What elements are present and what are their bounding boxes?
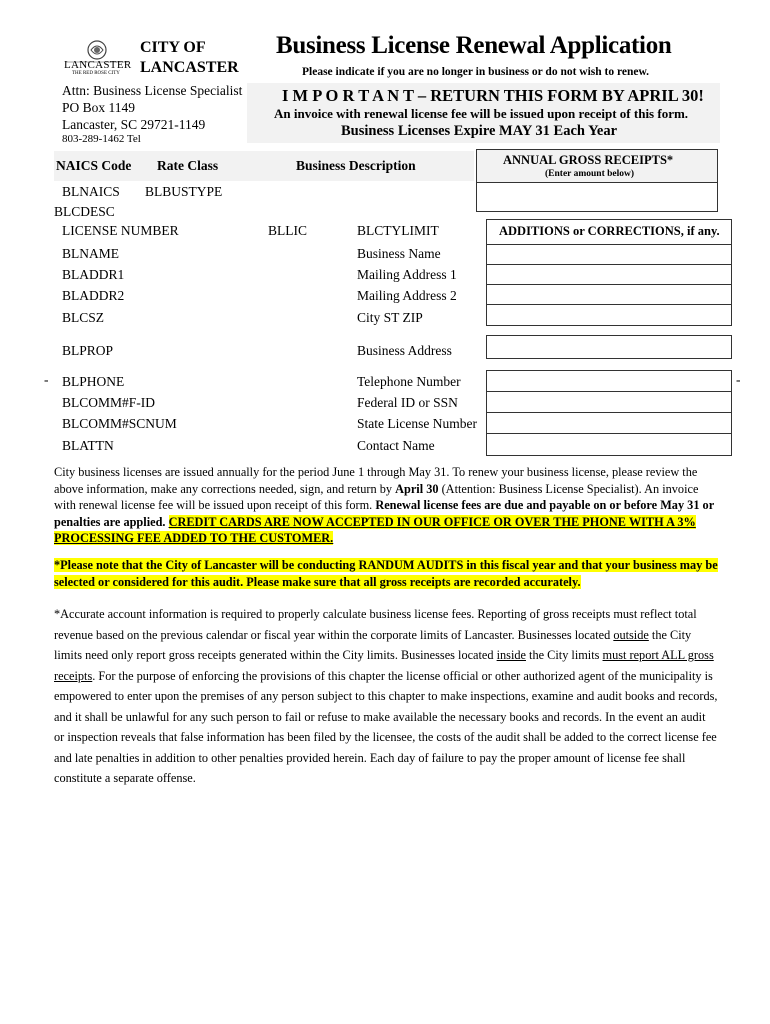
april-30-date: April 30: [395, 481, 439, 496]
city-logo: [58, 38, 136, 82]
contact-name-label: Contact Name: [357, 438, 435, 453]
tel-line: 803-289-1462 Tel: [62, 133, 141, 145]
important-notice: I M P O R T A N T – RETURN THIS FORM BY APRIL 30!: [282, 86, 704, 105]
left-margin-mark: -: [44, 372, 49, 387]
must-report-emphasis: must report ALL gross receipts: [54, 648, 714, 683]
right-margin-mark: -: [736, 372, 741, 387]
blcsz-field: BLCSZ: [62, 310, 105, 325]
city-state-line: Lancaster, SC 29721-1149: [62, 117, 206, 132]
mailing-address-1-label: Mailing Address 1: [357, 267, 457, 282]
fees-due-notice: Renewal license fees are due and payable on or before May 31 or penalties are applied.: [54, 498, 714, 529]
accuracy-text-c: the City limits: [525, 648, 603, 662]
accuracy-text-b: the City limits need only report gross receipts generated within the City limits. Businesses located: [54, 627, 692, 662]
attn-line: Attn: Business License Specialist: [62, 83, 243, 98]
state-license-label: State License Number: [357, 416, 477, 431]
renewal-text-b: (Attention: Business License Specialist). An invoice with renewal license fee will be issued upon receipt of this form.: [54, 481, 699, 512]
audit-notice: [54, 557, 718, 590]
naics-header: NAICS Code: [56, 158, 132, 173]
blcomm-fid-field: BLCOMM#F-ID: [62, 395, 156, 410]
business-address-input[interactable]: [486, 335, 732, 359]
bladdr1-field: BLADDR1: [62, 267, 125, 282]
blcomm-scnum-field: BLCOMM#SCNUM: [62, 416, 177, 431]
logo-text: LANCASTER: [64, 59, 132, 71]
additions-header: ADDITIONS or CORRECTIONS, if any.: [499, 224, 720, 238]
mailing-address-2-label: Mailing Address 2: [357, 288, 457, 303]
license-number-label: LICENSE NUMBER: [62, 223, 179, 238]
city-name-line1: CITY OF: [140, 39, 206, 56]
additions-line-3: [487, 284, 731, 285]
blctylimit-field: BLCTYLIMIT: [357, 223, 439, 238]
accuracy-text-d: . For the purpose of enforcing the provisions of this chapter the license official or other authorized agent of the municipality is empowered to enter upon the premises of any person subject to this chapter to make inspections, examine and audit books and records, and it shall be unlawful for any such person to fail or refuse to make available the necessary books and records. In the event an audit or inspection reveals that false information has been filed by the licensee, the costs of the audit shall be added to the correct license fee and late penalties in addition to other penalties provided herein. Each day of failure to pay the proper amount of license fee shall constitute a separate offense.: [54, 668, 718, 785]
bllic-field: BLLIC: [268, 223, 307, 238]
outside-emphasis: outside: [613, 627, 649, 642]
renewal-instructions: [54, 464, 718, 547]
additions-line-4: [487, 304, 731, 305]
bladdr2-field: BLADDR2: [62, 288, 125, 303]
logo-tagline: THE RED ROSE CITY: [72, 71, 120, 76]
expire-notice: Business Licenses Expire MAY 31 Each Year: [341, 123, 618, 139]
business-name-label: Business Name: [357, 246, 441, 261]
blcdesc-field: BLCDESC: [54, 204, 115, 219]
credit-card-notice: CREDIT CARDS ARE NOW ACCEPTED IN OUR OFFICE OR OVER THE PHONE WITH A 3% PROCESSING FEE ADDED TO THE CUSTOMER.: [54, 514, 696, 545]
gross-receipts-header: ANNUAL GROSS RECEIPTS*: [503, 153, 674, 167]
contact-info-box[interactable]: [486, 370, 732, 456]
city-st-zip-label: City ST ZIP: [357, 310, 423, 325]
blphone-field: BLPHONE: [62, 374, 125, 389]
blname-field: BLNAME: [62, 246, 119, 261]
inside-emphasis: inside: [496, 648, 526, 662]
invoice-notice: An invoice with renewal license fee will be issued upon receipt of this form.: [274, 106, 689, 121]
additions-line-1: [487, 244, 731, 245]
telephone-label: Telephone Number: [357, 374, 461, 389]
gross-receipts-hint: (Enter amount below): [545, 169, 635, 179]
accuracy-notice: [54, 604, 718, 789]
business-address-label: Business Address: [357, 343, 452, 358]
blattn-field: BLATTN: [62, 438, 114, 453]
page-title: Business License Renewal Application: [276, 32, 672, 59]
additions-line-2: [487, 264, 731, 265]
audit-text: *Please note that the City of Lancaster will be conducting RANDUM AUDITS in this fiscal year and that your business may be selected or considered for this audit. Please make sure that all gross receipts are recorded accurately.: [54, 558, 718, 589]
contact-line-2: [487, 412, 731, 413]
blnaics-field: BLNAICS: [62, 184, 120, 199]
subtitle: Please indicate if you are no longer in business or do not wish to renew.: [302, 66, 650, 78]
federal-id-label: Federal ID or SSN: [357, 395, 458, 410]
contact-line-1: [487, 391, 731, 392]
renewal-text-a: City business licenses are issued annually for the period June 1 through May 31. To renew your business license, please review the above information, make any corrections needed, sign, and return by: [54, 465, 698, 496]
accuracy-text-a: *Accurate account information is required to properly calculate business license fees. Reporting of gross receipts must reflect total revenue based on the previous calendar or fiscal year within the corporate limits of Lancaster. Businesses located: [54, 607, 697, 642]
blbustype-field: BLBUSTYPE: [145, 184, 223, 199]
gross-receipts-input[interactable]: [476, 182, 718, 212]
contact-line-3: [487, 433, 731, 434]
blprop-field: BLPROP: [62, 343, 114, 358]
city-name-line2: LANCASTER: [140, 59, 239, 76]
po-box-line: PO Box 1149: [62, 100, 136, 115]
description-header: Business Description: [296, 158, 416, 173]
rate-class-header: Rate Class: [157, 158, 219, 173]
